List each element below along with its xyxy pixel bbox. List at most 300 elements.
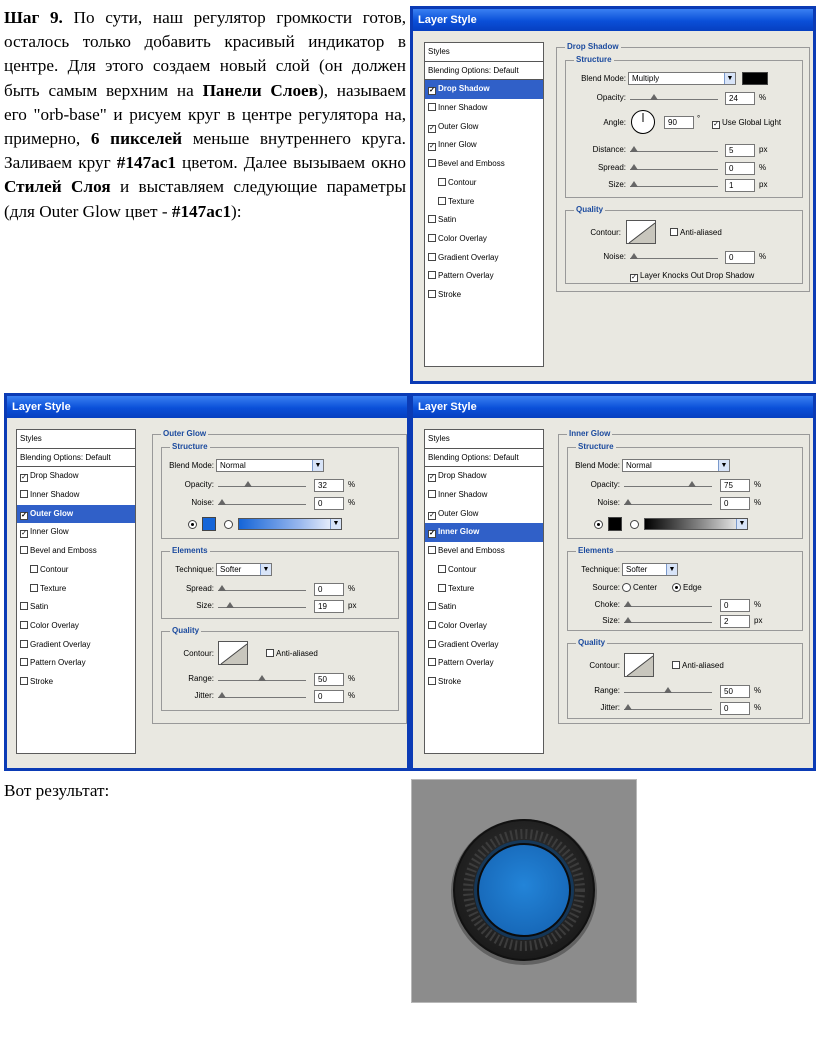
percent-unit: % <box>759 163 767 172</box>
list-item-label: Drop Shadow <box>438 84 490 94</box>
list-item-outer-glow[interactable] <box>425 118 543 137</box>
checkbox-icon[interactable]: ✓ <box>713 121 719 128</box>
group-title: Outer Glow <box>163 429 207 438</box>
blend-mode-select[interactable] <box>622 459 730 472</box>
inner-glow-group <box>558 429 810 724</box>
size-input[interactable]: 1 <box>725 179 755 192</box>
dial-needle-icon <box>632 111 656 135</box>
contour-picker[interactable] <box>626 220 656 244</box>
angle-dial[interactable] <box>631 110 655 134</box>
checkbox-icon[interactable] <box>30 565 38 573</box>
checkbox-icon[interactable]: ✓ <box>429 87 435 95</box>
list-item-label: Satin <box>438 215 457 225</box>
source-edge-radio[interactable] <box>672 583 681 592</box>
styles-list-header[interactable]: Styles <box>425 43 543 62</box>
noise-slider[interactable] <box>624 504 712 505</box>
checkbox-icon[interactable]: ✓ <box>631 274 637 281</box>
group-title: Elements <box>172 546 208 555</box>
dialog-title: Layer Style <box>7 396 407 418</box>
slider-thumb[interactable] <box>664 687 672 693</box>
shadow-color-swatch[interactable] <box>742 72 768 85</box>
elements-group <box>161 546 399 619</box>
glow-gradient-picker[interactable] <box>644 518 748 530</box>
result-preview-image <box>411 779 637 1003</box>
volume-knob-orb-icon <box>412 780 636 1002</box>
solid-color-radio[interactable] <box>594 520 603 529</box>
select-value: Softer <box>626 565 648 574</box>
structure-group <box>565 55 803 198</box>
checkbox-icon[interactable] <box>20 602 28 610</box>
list-item-satin[interactable] <box>425 598 543 617</box>
checkbox-icon[interactable] <box>428 658 436 666</box>
percent-unit: % <box>759 93 767 102</box>
checkbox-icon[interactable] <box>20 490 28 498</box>
list-item-label: Inner Shadow <box>30 490 80 500</box>
checkbox-icon[interactable] <box>30 584 38 592</box>
noise-label: Noise: <box>603 252 626 261</box>
styles-list-header[interactable]: Styles <box>425 430 543 449</box>
noise-input[interactable]: 0 <box>725 251 755 264</box>
structure-group <box>161 442 399 539</box>
list-item-color-overlay[interactable] <box>425 230 543 249</box>
use-global-light[interactable] <box>712 117 781 129</box>
checkbox-icon[interactable] <box>428 602 436 610</box>
range-label: Range: <box>188 674 214 683</box>
px-unit: px <box>754 616 763 625</box>
select-value: Normal <box>220 461 246 470</box>
list-item-label: Pattern Overlay <box>438 271 494 281</box>
noise-label: Noise: <box>597 498 620 507</box>
checkbox-icon[interactable] <box>428 621 436 629</box>
contour-label: Contour: <box>183 649 214 658</box>
list-item-color-overlay[interactable] <box>425 617 543 636</box>
slider-thumb[interactable] <box>650 94 658 100</box>
percent-unit: % <box>348 498 356 507</box>
checkbox-icon[interactable] <box>670 228 678 236</box>
percent-unit: % <box>754 703 762 712</box>
list-item-stroke[interactable] <box>425 286 543 305</box>
distance-slider[interactable] <box>630 151 718 152</box>
spread-input[interactable]: 0 <box>725 162 755 175</box>
list-item-stroke[interactable] <box>425 673 543 692</box>
checkbox-icon[interactable] <box>428 253 436 261</box>
opacity-label: Opacity: <box>590 480 620 489</box>
checkbox-icon[interactable] <box>438 178 446 186</box>
select-value: Multiply <box>632 74 660 83</box>
list-item-label: Inner Glow <box>30 527 69 537</box>
layer-style-dialog-outer-glow <box>4 393 410 771</box>
checkbox-icon[interactable] <box>428 546 436 554</box>
percent-unit: % <box>759 252 767 261</box>
list-item-label: Color Overlay <box>438 233 487 243</box>
list-item-label: Texture <box>40 583 67 593</box>
chevron-down-icon: ▼ <box>724 73 735 84</box>
checkbox-icon[interactable] <box>20 546 28 554</box>
checkbox-label: Anti-aliased <box>276 649 318 658</box>
blending-options[interactable]: Blending Options: Default <box>17 449 135 468</box>
spread-label: Spread: <box>597 163 626 172</box>
list-item-color-overlay[interactable] <box>17 617 135 636</box>
source-center-radio[interactable] <box>622 583 631 592</box>
checkbox-icon[interactable] <box>428 271 436 279</box>
group-title: Structure <box>578 442 614 451</box>
checkbox-icon[interactable] <box>428 103 436 111</box>
list-item-label: Drop Shadow <box>438 471 487 481</box>
list-item-pattern-overlay[interactable] <box>17 654 135 673</box>
chevron-down-icon: ▼ <box>312 460 323 471</box>
select-value: Softer <box>220 565 242 574</box>
list-item-bevel[interactable] <box>425 155 543 174</box>
quality-group <box>565 205 803 284</box>
noise-label: Noise: <box>191 498 214 507</box>
source-label: Source: <box>592 583 620 592</box>
size-label: Size: <box>608 180 626 189</box>
anti-aliased-option[interactable] <box>670 227 722 239</box>
list-item-label: Inner Glow <box>438 140 477 150</box>
opacity-label: Opacity: <box>184 480 214 489</box>
text-part: меньше внутреннего круга. Заливаем круг <box>4 129 406 173</box>
checkbox-icon[interactable]: ✓ <box>429 474 435 482</box>
list-item-label: Texture <box>448 196 475 206</box>
percent-unit: % <box>348 691 356 700</box>
slider-thumb[interactable] <box>624 617 632 623</box>
list-item-label: Stroke <box>438 676 462 686</box>
jitter-slider[interactable] <box>218 697 306 698</box>
list-item-pattern-overlay[interactable] <box>425 654 543 673</box>
choke-slider[interactable] <box>624 606 712 607</box>
size-slider[interactable] <box>218 607 306 608</box>
range-input[interactable]: 50 <box>314 673 344 686</box>
px-unit: px <box>759 180 768 189</box>
solid-color-radio[interactable] <box>188 520 197 529</box>
list-item-label: Contour <box>448 564 477 574</box>
jitter-label: Jitter: <box>194 691 214 700</box>
styles-list <box>424 42 544 367</box>
select-value: Normal <box>626 461 652 470</box>
percent-unit: % <box>348 480 356 489</box>
list-item-inner-shadow[interactable] <box>425 99 543 118</box>
list-item-label: Outer Glow <box>438 508 479 518</box>
blend-mode-select[interactable] <box>628 72 736 85</box>
dialog-title: Layer Style <box>413 396 813 418</box>
slider-thumb[interactable] <box>624 704 632 710</box>
technique-label: Technique: <box>175 565 214 574</box>
slider-thumb[interactable] <box>630 164 638 170</box>
chevron-down-icon: ▼ <box>736 519 747 529</box>
percent-unit: % <box>754 686 762 695</box>
degree-unit: ° <box>697 114 701 123</box>
list-item-label: Bevel and Emboss <box>438 159 505 169</box>
list-item-label: Stroke <box>30 676 54 686</box>
text-part: По сути, наш регулятор громкости готов, осталось только добавить красивый индикатор в центре. Для этого создаем новый слой (он должен быть самым верхним на <box>4 8 406 100</box>
opacity-slider[interactable] <box>630 99 718 100</box>
styles-list-header[interactable]: Styles <box>17 430 135 449</box>
group-title: Quality <box>172 626 200 635</box>
group-title: Inner Glow <box>569 429 611 438</box>
checkbox-icon[interactable] <box>438 197 446 205</box>
size-slider[interactable] <box>624 622 712 623</box>
range-label: Range: <box>594 686 620 695</box>
text-part: ), называем его "orb-base" и рисуем круг в центре регулятора на, примерно, <box>4 80 406 149</box>
blend-mode-label: Blend Mode: <box>169 461 214 470</box>
blend-mode-label: Blend Mode: <box>575 461 620 470</box>
quality-group <box>161 626 399 711</box>
text-part: ): <box>231 201 242 221</box>
percent-unit: % <box>754 600 762 609</box>
list-item-label: Texture <box>448 583 475 593</box>
list-item-inner-shadow[interactable] <box>17 486 135 505</box>
list-item-label: Contour <box>40 564 69 574</box>
percent-unit: % <box>754 480 762 489</box>
angle-label: Angle: <box>603 118 626 127</box>
list-item-contour[interactable] <box>425 174 543 193</box>
list-item-gradient-overlay[interactable] <box>425 636 543 655</box>
linear-contour-icon <box>219 642 249 666</box>
contour-picker[interactable] <box>624 653 654 677</box>
checkbox-icon[interactable] <box>428 215 436 223</box>
slider-thumb[interactable] <box>244 481 252 487</box>
slider-thumb[interactable] <box>630 181 638 187</box>
angle-input[interactable]: 90 <box>664 116 694 129</box>
opacity-input[interactable]: 24 <box>725 92 755 105</box>
size-slider[interactable] <box>630 186 718 187</box>
checkbox-label: Layer Knocks Out Drop Shadow <box>640 271 755 280</box>
glow-gradient-picker[interactable] <box>238 518 342 530</box>
opacity-input[interactable]: 75 <box>720 479 750 492</box>
checkbox-label: Anti-aliased <box>680 228 722 237</box>
linear-contour-icon <box>627 221 657 245</box>
list-item-inner-shadow[interactable] <box>425 486 543 505</box>
styles-list <box>16 429 136 754</box>
list-item-drop-shadow[interactable] <box>425 80 543 99</box>
jitter-input[interactable]: 0 <box>720 702 750 715</box>
checkbox-label: Anti-aliased <box>682 661 724 670</box>
contour-label: Contour: <box>590 228 621 237</box>
group-title: Structure <box>576 55 612 64</box>
elements-group <box>567 546 803 631</box>
slider-thumb[interactable] <box>624 499 632 505</box>
list-item-inner-glow[interactable] <box>425 523 543 542</box>
outer-glow-group <box>152 429 407 724</box>
bold-layer-styles: Стилей Слоя <box>4 177 111 197</box>
styles-list <box>424 429 544 754</box>
list-item-label: Satin <box>438 602 457 612</box>
checkbox-icon[interactable]: ✓ <box>21 530 27 538</box>
list-item-inner-glow[interactable] <box>17 523 135 542</box>
noise-slider[interactable] <box>630 258 718 259</box>
checkbox-icon[interactable]: ✓ <box>429 511 435 519</box>
list-item-drop-shadow[interactable] <box>425 467 543 486</box>
list-item-satin[interactable] <box>425 211 543 230</box>
list-item-bevel[interactable] <box>425 542 543 561</box>
checkbox-icon[interactable] <box>20 621 28 629</box>
list-item-pattern-overlay[interactable] <box>425 267 543 286</box>
list-item-gradient-overlay[interactable] <box>425 249 543 268</box>
glow-color-swatch[interactable] <box>202 517 216 531</box>
source-edge-label: Edge <box>683 583 702 592</box>
list-item-label: Gradient Overlay <box>438 252 499 262</box>
quality-group <box>567 638 803 719</box>
list-item-outer-glow[interactable] <box>425 505 543 524</box>
opacity-input[interactable]: 32 <box>314 479 344 492</box>
checkbox-icon[interactable] <box>20 640 28 648</box>
noise-input[interactable]: 0 <box>314 497 344 510</box>
percent-unit: % <box>348 584 356 593</box>
slider-thumb[interactable] <box>218 499 226 505</box>
slider-thumb[interactable] <box>218 692 226 698</box>
list-item-gradient-overlay[interactable] <box>17 636 135 655</box>
range-slider[interactable] <box>218 680 306 681</box>
checkbox-icon[interactable] <box>20 658 28 666</box>
list-item-label: Pattern Overlay <box>30 658 86 668</box>
list-item-contour[interactable] <box>425 561 543 580</box>
list-item-outer-glow[interactable] <box>17 505 135 524</box>
list-item-label: Inner Glow <box>438 527 480 537</box>
distance-label: Distance: <box>592 145 626 154</box>
slider-thumb[interactable] <box>630 253 638 259</box>
glow-color-swatch[interactable] <box>608 517 622 531</box>
checkbox-icon[interactable] <box>20 677 28 685</box>
opacity-slider[interactable] <box>218 486 306 487</box>
choke-label: Choke: <box>594 600 620 609</box>
checkbox-icon[interactable] <box>428 640 436 648</box>
checkbox-icon[interactable]: ✓ <box>21 511 27 519</box>
slider-thumb[interactable] <box>226 602 234 608</box>
noise-input[interactable]: 0 <box>720 497 750 510</box>
text-part: цветом. Далее вызываем окно <box>175 153 406 173</box>
checkbox-icon[interactable]: ✓ <box>429 124 435 132</box>
checkbox-icon[interactable]: ✓ <box>21 474 27 482</box>
group-title: Elements <box>578 546 614 555</box>
checkbox-icon[interactable] <box>438 565 446 573</box>
checkbox-icon[interactable] <box>438 584 446 592</box>
noise-slider[interactable] <box>218 504 306 505</box>
linear-contour-icon <box>625 654 655 678</box>
list-item-inner-glow[interactable] <box>425 136 543 155</box>
size-input[interactable]: 19 <box>314 600 344 613</box>
checkbox-label: Use Global Light <box>722 118 782 127</box>
checkbox-icon[interactable] <box>428 234 436 242</box>
list-item-label: Gradient Overlay <box>438 639 499 649</box>
list-item-label: Bevel and Emboss <box>30 546 97 556</box>
structure-group <box>567 442 803 539</box>
spread-input[interactable]: 0 <box>314 583 344 596</box>
checkbox-icon[interactable] <box>428 290 436 298</box>
checkbox-icon[interactable] <box>672 661 680 669</box>
list-item-label: Contour <box>448 177 477 187</box>
group-title: Quality <box>576 205 604 214</box>
list-item-label: Inner Shadow <box>438 490 488 500</box>
spread-slider[interactable] <box>630 169 718 170</box>
percent-unit: % <box>754 498 762 507</box>
jitter-slider[interactable] <box>624 709 712 710</box>
drop-shadow-group <box>556 42 810 292</box>
opacity-label: Opacity: <box>596 93 626 102</box>
checkbox-icon[interactable] <box>428 677 436 685</box>
list-item-label: Stroke <box>438 289 462 299</box>
group-title: Drop Shadow <box>567 42 619 51</box>
chevron-down-icon: ▼ <box>718 460 729 471</box>
list-item-label: Pattern Overlay <box>438 658 494 668</box>
list-item-label: Color Overlay <box>30 620 79 630</box>
anti-aliased-option[interactable] <box>672 660 724 672</box>
slider-thumb[interactable] <box>688 481 696 487</box>
gradient-radio[interactable] <box>630 520 639 529</box>
size-input[interactable]: 2 <box>720 615 750 628</box>
list-item-stroke[interactable] <box>17 673 135 692</box>
contour-picker[interactable] <box>218 641 248 665</box>
list-item-drop-shadow[interactable] <box>17 467 135 486</box>
px-unit: px <box>759 145 768 154</box>
range-input[interactable]: 50 <box>720 685 750 698</box>
chevron-down-icon: ▼ <box>260 564 271 575</box>
blending-options[interactable]: Blending Options: Default <box>425 449 543 468</box>
blend-mode-select[interactable] <box>216 459 324 472</box>
result-label: Вот результат: <box>4 781 110 800</box>
checkbox-icon[interactable] <box>428 159 436 167</box>
checkbox-icon[interactable]: ✓ <box>429 143 435 151</box>
px-unit: px <box>348 601 357 610</box>
jitter-label: Jitter: <box>600 703 620 712</box>
chevron-down-icon: ▼ <box>330 519 341 529</box>
knocks-out-option[interactable] <box>630 270 754 282</box>
list-item-label: Color Overlay <box>438 620 487 630</box>
gradient-radio[interactable] <box>224 520 233 529</box>
distance-input[interactable]: 5 <box>725 144 755 157</box>
checkbox-icon[interactable] <box>428 490 436 498</box>
anti-aliased-option[interactable] <box>266 648 318 660</box>
step-9-paragraph <box>4 6 406 224</box>
bold-color-code: #147ac1 <box>116 153 176 173</box>
range-slider[interactable] <box>624 692 712 693</box>
list-item-label: Drop Shadow <box>30 471 79 481</box>
spread-slider[interactable] <box>218 590 306 591</box>
list-item-texture[interactable] <box>425 580 543 599</box>
layer-style-dialog-drop-shadow <box>410 6 816 384</box>
checkbox-icon[interactable] <box>266 649 274 657</box>
slider-thumb[interactable] <box>624 601 632 607</box>
spread-label: Spread: <box>185 584 214 593</box>
list-item-texture[interactable] <box>425 193 543 212</box>
list-item-label: Bevel and Emboss <box>438 546 505 556</box>
bold-six-pixels: 6 пикселей <box>90 129 183 149</box>
list-item-satin[interactable] <box>17 598 135 617</box>
list-item-label: Satin <box>30 602 49 612</box>
list-item-label: Gradient Overlay <box>30 639 91 649</box>
step-heading: Шаг 9. <box>4 8 63 27</box>
dialog-title: Layer Style <box>413 9 813 31</box>
list-item-contour[interactable] <box>17 561 135 580</box>
jitter-input[interactable]: 0 <box>314 690 344 703</box>
choke-input[interactable]: 0 <box>720 599 750 612</box>
list-item-texture[interactable] <box>17 580 135 599</box>
slider-thumb[interactable] <box>218 585 226 591</box>
list-item-bevel[interactable] <box>17 542 135 561</box>
percent-unit: % <box>348 674 356 683</box>
opacity-slider[interactable] <box>624 486 712 487</box>
blending-options[interactable]: Blending Options: Default <box>425 62 543 81</box>
checkbox-icon[interactable]: ✓ <box>429 530 435 538</box>
bold-layers-panel: Панели Слоев <box>202 80 318 100</box>
layer-style-dialog-inner-glow <box>410 393 816 771</box>
slider-thumb[interactable] <box>258 675 266 681</box>
bold-glow-color: #147ac1 <box>171 201 232 221</box>
technique-select[interactable] <box>622 563 678 576</box>
contour-label: Contour: <box>589 661 620 670</box>
technique-select[interactable] <box>216 563 272 576</box>
slider-thumb[interactable] <box>630 146 638 152</box>
list-item-label: Outer Glow <box>30 508 74 518</box>
